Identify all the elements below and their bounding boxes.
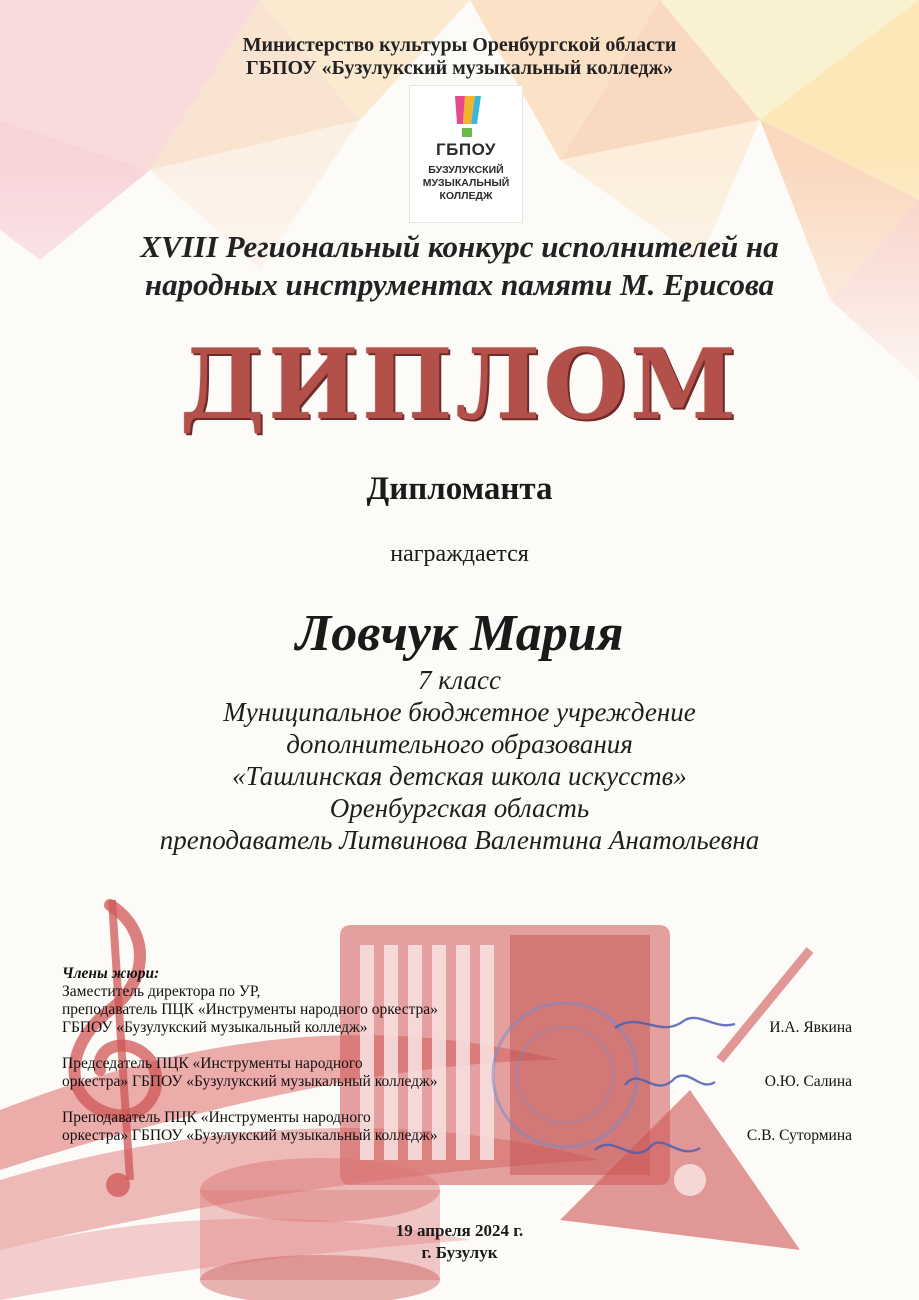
- contest-line1: XVIII Региональный конкурс исполнителей на: [140, 229, 779, 264]
- contest-title: [0, 228, 919, 304]
- logo-college-name: [410, 164, 522, 203]
- jury-member-position: преподаватель ПЦК «Инструменты народного оркестра»: [62, 1001, 438, 1018]
- grade: 7 класс: [418, 665, 501, 695]
- jury-member-name: О.Ю. Салина: [764, 1073, 852, 1090]
- issue-date: 19 апреля 2024 г.: [395, 1221, 524, 1240]
- jury-member-name: С.В. Сутормина: [746, 1127, 852, 1144]
- logo-line4: КОЛЛЕДЖ: [439, 190, 493, 202]
- awarded-label: награждается: [390, 541, 529, 567]
- region: Оренбургская область: [329, 793, 590, 823]
- college-logo: [409, 85, 523, 223]
- jury-member-position: ГБПОУ «Бузулукский музыкальный колледж»: [62, 1019, 368, 1036]
- institution-line1: Муниципальное бюджетное учреждение: [223, 697, 696, 727]
- jury-section: [62, 965, 852, 1163]
- jury-member: [62, 1109, 852, 1145]
- logo-abbreviation: ГБПОУ: [436, 140, 496, 159]
- logo-line2: БУЗУЛУКСКИЙ: [428, 164, 504, 176]
- ministry-line: Министерство культуры Оренбургской области: [242, 34, 677, 56]
- jury-member-position: Преподаватель ПЦК «Инструменты народного: [62, 1109, 371, 1126]
- contest-line2: народных инструментах памяти М. Ерисова: [144, 267, 775, 302]
- colorful-exclamation-mark-logo-icon: [451, 96, 483, 138]
- jury-member-position: оркестра» ГБПОУ «Бузулукский музыкальный колледж»: [62, 1073, 438, 1090]
- jury-member-position: Заместитель директора по УР,: [62, 983, 261, 1000]
- teacher: преподаватель Литвинова Валентина Анатольевна: [159, 825, 760, 855]
- institution-line3: «Ташлинская детская школа искусств»: [232, 761, 687, 791]
- jury-member-position: Председатель ПЦК «Инструменты народного: [62, 1055, 363, 1072]
- institution-line2: дополнительного образования: [286, 729, 633, 759]
- diploma-title: ДИПЛОМ: [179, 328, 740, 441]
- jury-member: [62, 983, 852, 1037]
- jury-member-position: оркестра» ГБПОУ «Бузулукский музыкальный колледж»: [62, 1127, 438, 1144]
- recipient-details: [0, 664, 919, 856]
- college-line: ГБПОУ «Бузулукский музыкальный колледж»: [246, 57, 673, 79]
- issue-city: г. Бузулук: [421, 1243, 498, 1262]
- recipient-name: Ловчук Мария: [295, 605, 624, 662]
- jury-member: [62, 1055, 852, 1091]
- issue-footer: [0, 1220, 919, 1264]
- jury-member-name: И.А. Явкина: [769, 1019, 852, 1036]
- logo-line3: МУЗЫКАЛЬНЫЙ: [422, 177, 510, 189]
- jury-title: Члены жюри:: [62, 965, 160, 982]
- issuer-header: [0, 34, 919, 80]
- degree-label: Дипломанта: [366, 471, 553, 507]
